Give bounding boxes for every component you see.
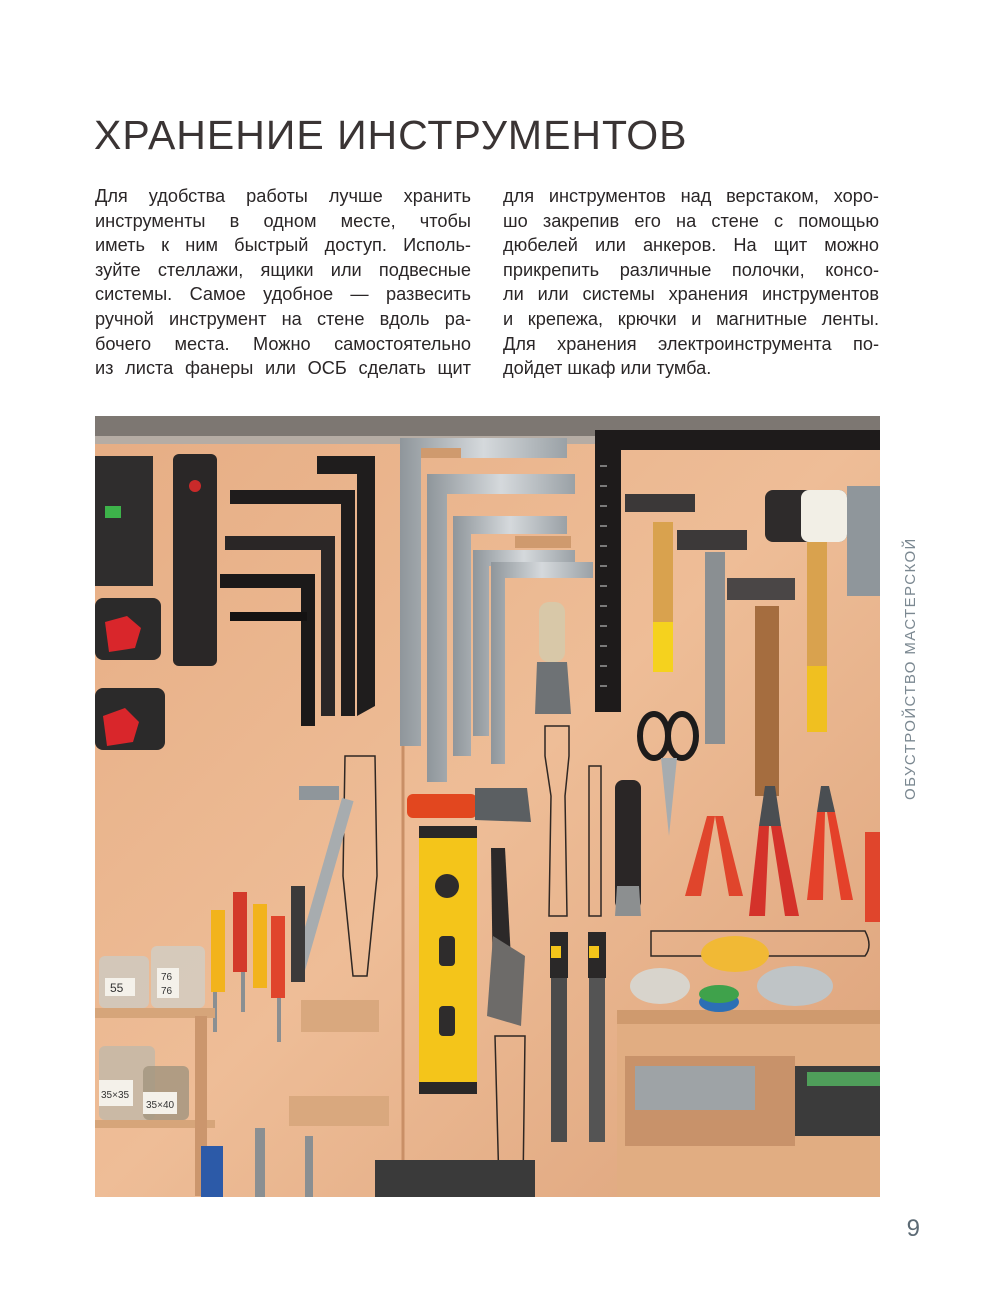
text-line: ли или системы хранения инструментов [503, 284, 879, 305]
text-line: Для хранения электроинструмента по- [503, 333, 879, 354]
scraper-handle [407, 794, 477, 818]
hammer-handle [705, 552, 725, 744]
text-column-left [95, 184, 471, 381]
hammer-head [727, 578, 795, 600]
screwdriver [211, 910, 225, 992]
text-line: дойдет шкаф или тумба. [503, 358, 712, 379]
jar-label: 35×35 [101, 1090, 130, 1101]
tape-roll [630, 968, 690, 1004]
black-square [230, 612, 307, 621]
text-line: и крепежа, крючки и магнитные ленты. [503, 308, 879, 329]
hammer-head [677, 530, 747, 550]
jar-label: 35×40 [146, 1100, 175, 1111]
text-line: Для удобства работы лучше хранить [95, 186, 471, 206]
page-title: ХРАНЕНИЕ ИНСТРУМЕНТОВ [94, 112, 688, 158]
text-line: из листа фанеры или ОСБ сделать щит [95, 358, 471, 379]
text-line: бочего места. Можно самостоятельно [95, 333, 471, 354]
text-column-right [503, 184, 879, 381]
text-line: зуйте стеллажи, ящики или подвесные [95, 259, 471, 280]
text-line: иметь к ним быстрый доступ. Исполь- [95, 235, 471, 256]
section-label: ОБУСТРОЙСТВО МАСТЕРСКОЙ [902, 537, 919, 800]
tool-wall-photo [95, 416, 880, 1197]
hammer-handle [755, 606, 779, 796]
putty-knife [539, 602, 565, 662]
hammer-head [625, 494, 695, 512]
tape-roll [757, 966, 833, 1006]
text-line: прикрепить различные полочки, консо- [503, 259, 879, 280]
jar-label: 55 [110, 981, 124, 995]
tape-roll [699, 985, 739, 1003]
text-line: шо закрепив его на стене с помощью [503, 210, 879, 231]
page-number: 9 [906, 1215, 920, 1242]
jar-label: 76 [161, 972, 173, 983]
text-line: для инструментов над верстаком, хоро- [503, 186, 879, 206]
text-line: инструменты в одном месте, чтобы [95, 210, 471, 231]
tape-roll [701, 936, 769, 972]
jar-label: 76 [161, 986, 173, 997]
text-line: системы. Самое удобное — развесить [95, 284, 471, 305]
text-line: дюбелей или анкеров. На щит можно [503, 235, 879, 256]
text-line: ручной инструмент на стене вдоль ра- [95, 308, 471, 329]
